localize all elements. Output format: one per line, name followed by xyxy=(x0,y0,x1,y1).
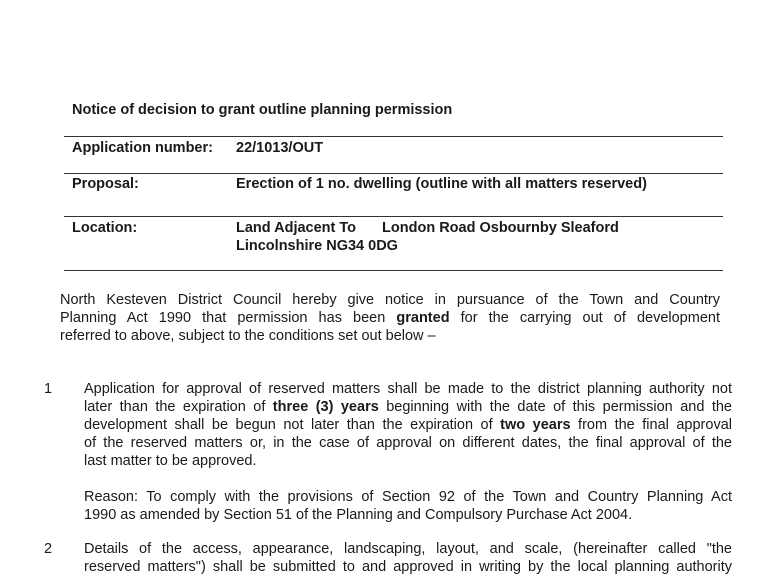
application-number-label: Application number: xyxy=(72,140,213,156)
notice-title: Notice of decision to grant outline planning permission xyxy=(72,102,453,118)
two-years-emphasis: two years xyxy=(500,417,571,433)
condition-line: reserved matters") shall be submitted to and approved in writing by the local planning authority xyxy=(84,559,732,575)
divider xyxy=(64,173,723,174)
location-label: Location: xyxy=(72,220,138,236)
proposal-label: Proposal: xyxy=(72,176,139,192)
divider xyxy=(64,270,723,271)
condition-number: 2 xyxy=(44,541,53,557)
location-line2: Lincolnshire NG34 0DG xyxy=(236,238,398,254)
three-years-emphasis: three (3) years xyxy=(272,399,379,415)
divider xyxy=(64,216,723,217)
condition-line: later than the expiration of three (3) years beginning with the date of this permission and the xyxy=(84,399,732,415)
intro-line: Planning Act 1990 that permission has been granted for the carrying out of development xyxy=(60,310,720,326)
location-value xyxy=(236,219,619,255)
reason-line: Reason: To comply with the provisions of Section 92 of the Town and Country Planning Act xyxy=(84,489,732,505)
condition-2-text xyxy=(84,540,732,576)
intro-line: referred to above, subject to the conditions set out below – xyxy=(60,328,436,344)
location-line1-a: Land Adjacent To xyxy=(236,220,357,236)
reason-line: 1990 as amended by Section 51 of the Planning and Compulsory Purchase Act 2004. xyxy=(84,507,633,523)
condition-line: Application for approval of reserved matters shall be made to the district planning authority not xyxy=(84,381,732,397)
intro-line: North Kesteven District Council hereby give notice in pursuance of the Town and Country xyxy=(60,292,720,308)
condition-line: last matter to be approved. xyxy=(84,453,257,469)
condition-line: development shall be begun not later than the expiration of two years from the final approval xyxy=(84,417,732,433)
application-number-value: 22/1013/OUT xyxy=(236,140,324,156)
proposal-value: Erection of 1 no. dwelling (outline with all matters reserved) xyxy=(236,176,647,192)
condition-1-text xyxy=(84,380,732,470)
location-line1-b: London Road Osbournby Sleaford xyxy=(382,220,619,236)
intro-paragraph xyxy=(60,291,720,345)
condition-1-reason xyxy=(84,488,732,524)
granted-emphasis: granted xyxy=(396,310,450,326)
condition-line: of the reserved matters or, in the case of approval on different dates, the final approval of the xyxy=(84,435,732,451)
condition-number: 1 xyxy=(44,381,53,397)
divider xyxy=(64,136,723,137)
condition-line: Details of the access, appearance, landscaping, layout, and scale, (hereinafter called "the xyxy=(84,541,732,557)
